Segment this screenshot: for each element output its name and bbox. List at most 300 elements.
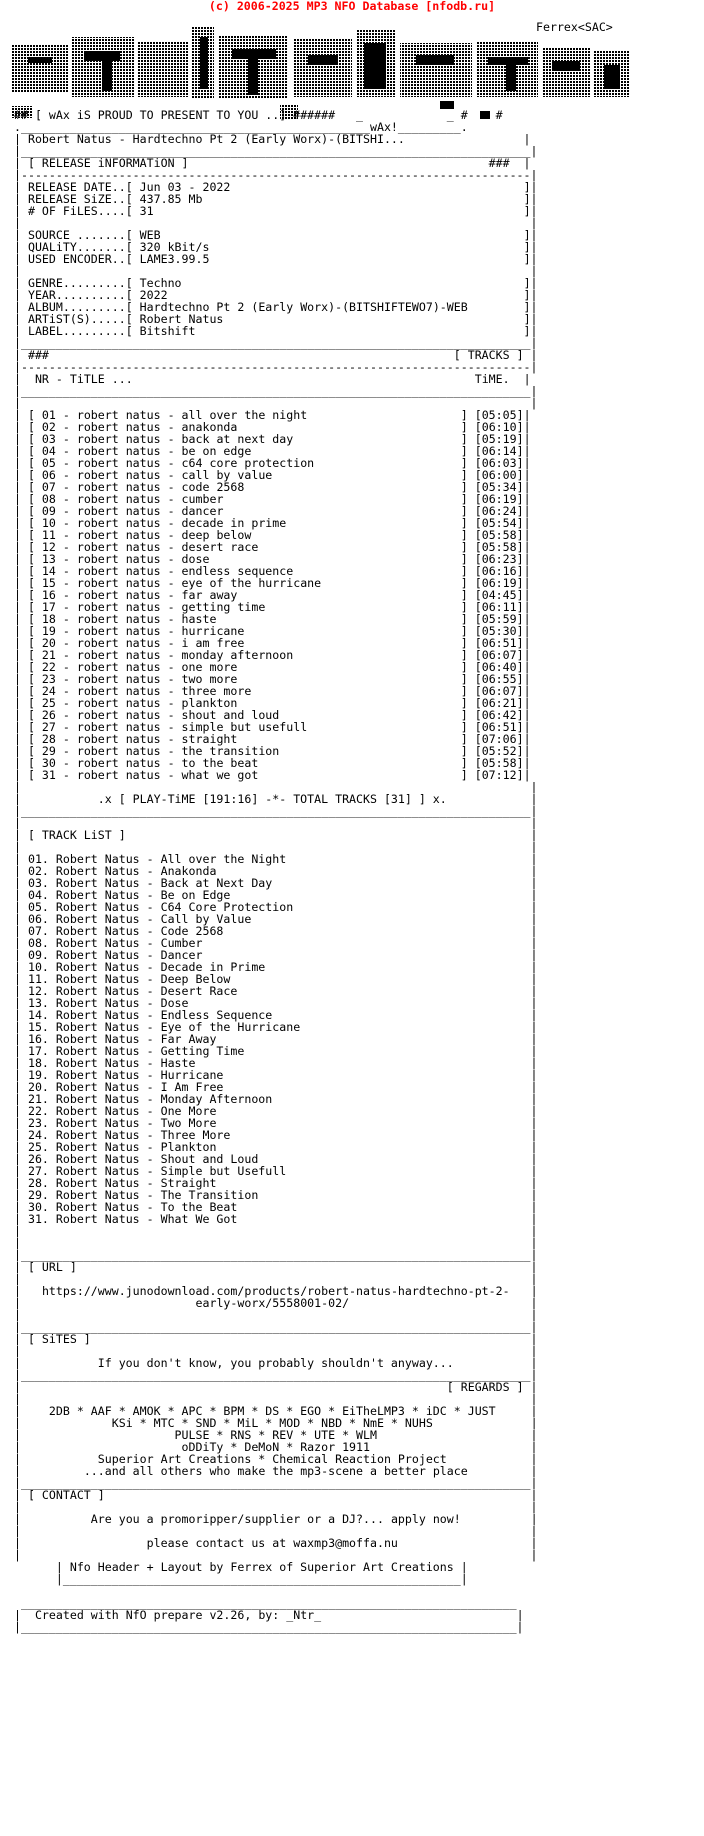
track-title: robert natus - decade in prime — [76, 515, 287, 530]
spacer: | | — [14, 1343, 538, 1358]
spacer — [14, 1585, 538, 1597]
regards-line: | KSi * MTC * SND * MiL * MOD * NBD * NmE * NUHS | — [14, 1415, 538, 1430]
track-time: 05:34 — [481, 479, 517, 494]
spacer: | | — [14, 1271, 538, 1286]
url-line: | https://www.junodownload.com/products/robert-natus-hardtechno-pt-2- | — [14, 1283, 538, 1298]
track-title: robert natus - simple but usefull — [76, 719, 308, 734]
track-title: robert natus - shout and loud — [76, 707, 280, 722]
info-value: Bitshift — [139, 323, 196, 338]
track-list-item: | 03. Robert Natus - Back at Next Day | — [14, 875, 538, 890]
time-header: TiME. — [474, 371, 510, 386]
track-title: robert natus - straight — [76, 731, 238, 746]
track-time: 06:51 — [481, 635, 517, 650]
rule: |_________________________________________________________| — [14, 1571, 468, 1586]
track-row: | [ 24 - robert natus - three more ] [06:07]| — [14, 683, 531, 698]
track-list-item: | 20. Robert Natus - I Am Free | — [14, 1079, 538, 1094]
track-nr: 26 — [41, 707, 56, 722]
contact-heading: | [ CONTACT ] | — [14, 1487, 538, 1502]
release-info-heading: | [ RELEASE iNFORMATiON ] ### | — [14, 155, 531, 170]
track-row: | [ 23 - robert natus - two more ] [06:55]| — [14, 671, 531, 686]
track-list-entry: 20. Robert Natus - I Am Free — [27, 1079, 224, 1094]
playtime-summary: .x [ PLAY-TiME [191:16] -*- TOTAL TRACKS [31] ] x. — [97, 791, 447, 806]
spacer: | | — [14, 815, 538, 830]
track-list-item: | 29. Robert Natus - The Transition | — [14, 1187, 538, 1202]
track-row: | [ 08 - robert natus - cumber ] [06:19]| — [14, 491, 531, 506]
track-list-entry: 12. Robert Natus - Desert Race — [27, 983, 238, 998]
track-list-item: | 15. Robert Natus - Eye of the Hurricane | — [14, 1019, 538, 1034]
track-row: | [ 11 - robert natus - deep below ] [05:58]| — [14, 527, 531, 542]
info-value: WEB — [139, 227, 161, 242]
release-info-row: | GENRE.........[ Techno ]| — [14, 275, 538, 290]
regards-line: | Superior Art Creations * Chemical Reaction Project | — [14, 1451, 538, 1466]
track-title: robert natus - three more — [76, 683, 252, 698]
track-list-item: | 04. Robert Natus - Be on Edge | — [14, 887, 538, 902]
track-row: | [ 29 - robert natus - the transition ] [05:52]| — [14, 743, 531, 758]
contact-heading-text: [ CONTACT ] — [27, 1487, 105, 1502]
rule: |_________________________________________________________________________| — [14, 335, 538, 350]
nr-title-header: NR - TiTLE ... — [34, 371, 133, 386]
info-label: QUALiTY.......[ — [27, 239, 133, 254]
spacer: | | — [14, 395, 538, 410]
track-title: robert natus - monday afternoon — [76, 647, 294, 662]
release-info-row: | RELEASE DATE..[ Jun 03 - 2022 ]| — [14, 179, 538, 194]
spacer: | | — [14, 1547, 538, 1562]
sites-text: If you don't know, you probably shouldn't anyway... — [97, 1355, 454, 1370]
track-list-entry: 28. Robert Natus - Straight — [27, 1175, 217, 1190]
regards-line: | PULSE * RNS * REV * UTE * WLM | — [14, 1427, 538, 1442]
track-list-entry: 18. Robert Natus - Haste — [27, 1055, 196, 1070]
track-time: 06:11 — [481, 599, 517, 614]
track-list-item: | 17. Robert Natus - Getting Time | — [14, 1043, 538, 1058]
track-time: 06:19 — [481, 491, 517, 506]
track-row: | [ 22 - robert natus - one more ] [06:40]| — [14, 659, 531, 674]
track-time: 07:06 — [481, 731, 517, 746]
track-list-entry: 19. Robert Natus - Hurricane — [27, 1067, 224, 1082]
track-list-item: | 18. Robert Natus - Haste | — [14, 1055, 538, 1070]
track-row: | [ 04 - robert natus - be on edge ] [06:14]| — [14, 443, 531, 458]
track-title: robert natus - dose — [76, 551, 210, 566]
regards-text: KSi * MTC * SND * MiL * MOD * NBD * NmE * NUHS — [111, 1415, 433, 1430]
track-row: | [ 16 - robert natus - far away ] [04:45]| — [14, 587, 531, 602]
track-nr: 16 — [41, 587, 56, 602]
track-row: | [ 05 - robert natus - c64 core protection ] [06:03]| — [14, 455, 531, 470]
track-time: 06:21 — [481, 695, 517, 710]
layout-credit: Nfo Header + Layout by Ferrex of Superior Art Creations — [69, 1559, 454, 1574]
track-list-item: | 14. Robert Natus - Endless Sequence | — [14, 1007, 538, 1022]
track-time: 05:52 — [481, 743, 517, 758]
spacer — [14, 25, 538, 37]
rule: |_________________________________________________________________________| — [14, 803, 538, 818]
sites-heading-text: [ SiTES ] — [27, 1331, 91, 1346]
info-value: 320 kBit/s — [139, 239, 210, 254]
track-nr: 17 — [41, 599, 56, 614]
track-list-item: | 16. Robert Natus - Far Away | — [14, 1031, 538, 1046]
track-list-entry: 25. Robert Natus - Plankton — [27, 1139, 217, 1154]
track-row: | [ 30 - robert natus - to the beat ] [05:58]| — [14, 755, 531, 770]
regards-text: ...and all others who make the mp3-scene a better place — [83, 1463, 468, 1478]
release-title: Robert Natus - Hardtechno Pt 2 (Early Worx)-(BITSHI... — [27, 131, 405, 146]
track-title: robert natus - dancer — [76, 503, 224, 518]
track-time: 05:58 — [481, 539, 517, 554]
info-value: LAME3.99.5 — [139, 251, 210, 266]
track-list-entry: 30. Robert Natus - To the Beat — [27, 1199, 238, 1214]
present-text: [ wAx iS PROUD TO PRESENT TO YOU ..] — [34, 107, 287, 122]
regards-text: Superior Art Creations * Chemical Reaction Project — [97, 1451, 447, 1466]
track-title: robert natus - i am free — [76, 635, 245, 650]
track-list-entry: 21. Robert Natus - Monday Afternoon — [27, 1091, 273, 1106]
track-nr: 09 — [41, 503, 56, 518]
track-title: robert natus - eye of the hurricane — [76, 575, 322, 590]
track-time: 06:19 — [481, 575, 517, 590]
track-nr: 02 — [41, 419, 56, 434]
track-title: robert natus - haste — [76, 611, 217, 626]
track-row: | [ 06 - robert natus - call by value ] [06:00]| — [14, 467, 531, 482]
sites-line: | If you don't know, you probably shouldn't anyway... | — [14, 1355, 538, 1370]
release-info-row: | QUALiTY.......[ 320 kBit/s ]| — [14, 239, 538, 254]
spacer — [14, 49, 538, 61]
track-time: 06:07 — [481, 683, 517, 698]
track-list-item: | 19. Robert Natus - Hurricane | — [14, 1067, 538, 1082]
tag-line: .__________________________________________________wAx!_________. — [14, 119, 468, 134]
regards-text: 2DB * AAF * AMOK * APC * BPM * DS * EGO * EiTheLMP3 * iDC * JUST — [48, 1403, 496, 1418]
track-list-entry: 24. Robert Natus - Three More — [27, 1127, 231, 1142]
track-nr: 19 — [41, 623, 56, 638]
track-row: | [ 01 - robert natus - all over the night ] [05:05]| — [14, 407, 531, 422]
track-list-heading-text: [ TRACK LiST ] — [27, 827, 126, 842]
release-info-heading-text: [ RELEASE iNFORMATiON ] — [27, 155, 189, 170]
track-nr: 10 — [41, 515, 56, 530]
spacer: | | — [14, 1223, 538, 1238]
rule: |-------------------------------------------------------------------------| — [14, 359, 538, 374]
track-list-item: | 09. Robert Natus - Dancer | — [14, 947, 538, 962]
logo-artist-credit: Ferrex<SAC> — [536, 20, 613, 34]
regards-line: | ...and all others who make the mp3-scene a better place | — [14, 1463, 538, 1478]
spacer — [14, 85, 538, 97]
track-list-entry: 26. Robert Natus - Shout and Loud — [27, 1151, 259, 1166]
track-nr: 29 — [41, 743, 56, 758]
track-time: 06:10 — [481, 419, 517, 434]
track-list-item: | 26. Robert Natus - Shout and Loud | — [14, 1151, 538, 1166]
track-row: | [ 21 - robert natus - monday afternoon ] [06:07]| — [14, 647, 531, 662]
spacer: | | — [14, 779, 538, 794]
track-row: | [ 12 - robert natus - desert race ] [05:58]| — [14, 539, 531, 554]
track-title: robert natus - call by value — [76, 467, 273, 482]
track-row: | [ 19 - robert natus - hurricane ] [05:30]| — [14, 623, 531, 638]
url-heading-text: [ URL ] — [27, 1259, 77, 1274]
group-tag: wAx! — [369, 119, 398, 134]
track-title: robert natus - the transition — [76, 743, 280, 758]
track-list-entry: 06. Robert Natus - Call by Value — [27, 911, 252, 926]
regards-line: | 2DB * AAF * AMOK * APC * BPM * DS * EGO * EiTheLMP3 * iDC * JUST | — [14, 1403, 538, 1418]
track-time: 04:45 — [481, 587, 517, 602]
info-label: USED ENCODER..[ — [27, 251, 133, 266]
regards-text: oDDiTy * DeMoN * Razor 1911 — [181, 1439, 370, 1454]
track-nr: 25 — [41, 695, 56, 710]
track-time: 06:51 — [481, 719, 517, 734]
track-nr: 11 — [41, 527, 56, 542]
sites-heading: | [ SiTES ] | — [14, 1331, 538, 1346]
track-title: robert natus - anakonda — [76, 419, 238, 434]
spacer — [14, 73, 538, 85]
track-list-entry: 07. Robert Natus - Code 2568 — [27, 923, 224, 938]
track-list-entry: 04. Robert Natus - Be on Edge — [27, 887, 231, 902]
release-info-row: | LABEL.........[ Bitshift ]| — [14, 323, 538, 338]
track-row: | [ 03 - robert natus - back at next day ] [05:19]| — [14, 431, 531, 446]
track-row: | [ 27 - robert natus - simple but usefull ] [06:51]| — [14, 719, 531, 734]
release-title-line: | Robert Natus - Hardtechno Pt 2 (Early Worx)-(BITSHI... | — [14, 131, 531, 146]
track-nr: 08 — [41, 491, 56, 506]
track-title: robert natus - code 2568 — [76, 479, 245, 494]
track-nr: 03 — [41, 431, 56, 446]
rule: |_________________________________________________________________________| — [14, 1247, 538, 1262]
track-list-item: | 27. Robert Natus - Simple but Usefull | — [14, 1163, 538, 1178]
track-time: 06:00 — [481, 467, 517, 482]
track-nr: 24 — [41, 683, 56, 698]
track-row: | [ 09 - robert natus - dancer ] [06:24]| — [14, 503, 531, 518]
track-list-item: | 25. Robert Natus - Plankton | — [14, 1139, 538, 1154]
rule: |_________________________________________________________________________| — [14, 1367, 538, 1382]
track-title: robert natus - deep below — [76, 527, 252, 542]
track-list-item: | 06. Robert Natus - Call by Value | — [14, 911, 538, 926]
track-title: robert natus - endless sequence — [76, 563, 294, 578]
track-row: | [ 14 - robert natus - endless sequence ] [06:16]| — [14, 563, 531, 578]
track-nr: 04 — [41, 443, 56, 458]
release-info-row: | RELEASE SiZE..[ 437.85 Mb ]| — [14, 191, 538, 206]
contact-text: please contact us at waxmp3@moffa.nu — [146, 1535, 398, 1550]
track-title: robert natus - to the beat — [76, 755, 259, 770]
track-list-item: | 23. Robert Natus - Two More | — [14, 1115, 538, 1130]
info-label: RELEASE SiZE..[ — [27, 191, 133, 206]
track-list-entry: 11. Robert Natus - Deep Below — [27, 971, 231, 986]
info-value: 31 — [139, 203, 154, 218]
info-value: Robert Natus — [139, 311, 224, 326]
track-nr: 22 — [41, 659, 56, 674]
info-label: ARTiST(S).....[ — [27, 311, 133, 326]
track-list-entry: 29. Robert Natus - The Transition — [27, 1187, 259, 1202]
track-nr: 12 — [41, 539, 56, 554]
nfo-document — [14, 25, 538, 1633]
spacer: | | — [14, 1235, 538, 1250]
rule: |_________________________________________________________________________| — [14, 1319, 538, 1334]
track-title: robert natus - one more — [76, 659, 238, 674]
track-time: 06:23 — [481, 551, 517, 566]
info-label: GENRE.........[ — [27, 275, 133, 290]
track-title: robert natus - getting time — [76, 599, 266, 614]
track-list-item: | 22. Robert Natus - One More | — [14, 1103, 538, 1118]
track-nr: 14 — [41, 563, 56, 578]
track-row: | [ 20 - robert natus - i am free ] [06:51]| — [14, 635, 531, 650]
track-columns: | NR - TiTLE ... TiME. | — [14, 371, 531, 386]
contact-text: Are you a promoripper/supplier or a DJ?... apply now! — [90, 1511, 461, 1526]
track-list-item: | 08. Robert Natus - Cumber | — [14, 935, 538, 950]
track-list-entry: 14. Robert Natus - Endless Sequence — [27, 1007, 273, 1022]
track-list-item: | 07. Robert Natus - Code 2568 | — [14, 923, 538, 938]
track-nr: 23 — [41, 671, 56, 686]
rule: |_________________________________________________________________________| — [14, 143, 538, 158]
track-nr: 05 — [41, 455, 56, 470]
track-title: robert natus - cumber — [76, 491, 224, 506]
regards-heading-text: [ REGARDS ] — [446, 1379, 524, 1394]
track-row: | [ 18 - robert natus - haste ] [05:59]| — [14, 611, 531, 626]
track-list-entry: 16. Robert Natus - Far Away — [27, 1031, 217, 1046]
track-nr: 07 — [41, 479, 56, 494]
spacer: | | — [14, 839, 538, 854]
track-title: robert natus - hurricane — [76, 623, 245, 638]
track-list-entry: 05. Robert Natus - C64 Core Protection — [27, 899, 294, 914]
track-time: 05:30 — [481, 623, 517, 638]
info-label: RELEASE DATE..[ — [27, 179, 133, 194]
contact-line: | please contact us at waxmp3@moffa.nu | — [14, 1535, 538, 1550]
track-time: 06:14 — [481, 443, 517, 458]
info-value: Hardtechno Pt 2 (Early Worx)-(BITSHIFTEWO7)-WEB — [139, 299, 468, 314]
track-nr: 15 — [41, 575, 56, 590]
track-title: robert natus - be on edge — [76, 443, 252, 458]
track-nr: 20 — [41, 635, 56, 650]
track-title: robert natus - desert race — [76, 539, 259, 554]
spacer: | | — [14, 1307, 538, 1322]
spacer: | | — [14, 1523, 538, 1538]
info-label: LABEL.........[ — [27, 323, 133, 338]
rule: _______________________________________________________________________ — [14, 1595, 517, 1610]
contact-line: | Are you a promoripper/supplier or a DJ?... apply now! | — [14, 1511, 538, 1526]
track-list-entry: 01. Robert Natus - All over the Night — [27, 851, 287, 866]
regards-heading: | [ REGARDS ] | — [14, 1379, 538, 1394]
track-time: 05:05 — [481, 407, 517, 422]
track-title: robert natus - plankton — [76, 695, 238, 710]
track-time: 06:40 — [481, 659, 517, 674]
track-nr: 30 — [41, 755, 56, 770]
track-row: | [ 02 - robert natus - anakonda ] [06:10]| — [14, 419, 531, 434]
track-time: 05:59 — [481, 611, 517, 626]
release-info-row: | YEAR..........[ 2022 ]| — [14, 287, 538, 302]
track-nr: 21 — [41, 647, 56, 662]
tracks-heading-text: [ TRACKS ] — [453, 347, 524, 362]
track-time: 06:42 — [481, 707, 517, 722]
release-info-row: | ALBUM.........[ Hardtechno Pt 2 (Early Worx)-(BITSHIFTEWO7)-WEB ]| — [14, 299, 538, 314]
spacer: | | — [14, 1391, 538, 1406]
info-blank: | | — [14, 263, 538, 278]
release-info-row: | ARTiST(S).....[ Robert Natus ]| — [14, 311, 538, 326]
track-nr: 27 — [41, 719, 56, 734]
spacer — [14, 61, 538, 73]
track-list-entry: 23. Robert Natus - Two More — [27, 1115, 217, 1130]
info-blank: | | — [14, 215, 538, 230]
track-list-item: | 10. Robert Natus - Decade in Prime | — [14, 959, 538, 974]
info-label: # OF FiLES....[ — [27, 203, 133, 218]
track-row: | [ 13 - robert natus - dose ] [06:23]| — [14, 551, 531, 566]
track-list-entry: 31. Robert Natus - What We Got — [27, 1211, 238, 1226]
track-nr: 28 — [41, 731, 56, 746]
release-info-row: | # OF FiLES....[ 31 ]| — [14, 203, 538, 218]
url-heading: | [ URL ] | — [14, 1259, 538, 1274]
track-list-entry: 13. Robert Natus - Dose — [27, 995, 189, 1010]
track-list-entry: 15. Robert Natus - Eye of the Hurricane — [27, 1019, 301, 1034]
info-label: YEAR..........[ — [27, 287, 133, 302]
info-label: ALBUM.........[ — [27, 299, 133, 314]
track-list-item: | 12. Robert Natus - Desert Race | — [14, 983, 538, 998]
track-time: 05:19 — [481, 431, 517, 446]
rule: |_________________________________________________________________________| — [14, 1475, 538, 1490]
track-nr: 01 — [41, 407, 56, 422]
created-with-line: | Created with NfO prepare v2.26, by: _Ntr_ | — [14, 1607, 524, 1622]
rule: |_______________________________________________________________________| — [14, 1619, 524, 1634]
track-nr: 06 — [41, 467, 56, 482]
release-url: https://www.junodownload.com/products/robert-natus-hardtechno-pt-2- — [41, 1283, 510, 1298]
track-time: 06:07 — [481, 647, 517, 662]
track-nr: 13 — [41, 551, 56, 566]
track-time: 06:24 — [481, 503, 517, 518]
site-credit: (c) 2006-2025 MP3 NFO Database [nfodb.ru] — [208, 0, 496, 13]
playtime-line: | .x [ PLAY-TiME [191:16] -*- TOTAL TRACKS [31] ] x. | — [14, 791, 538, 806]
track-row: | [ 10 - robert natus - decade in prime ] [05:54]| — [14, 515, 531, 530]
track-list-item: | 01. Robert Natus - All over the Night | — [14, 851, 538, 866]
track-row: | [ 28 - robert natus - straight ] [07:06]| — [14, 731, 531, 746]
track-title: robert natus - what we got — [76, 767, 259, 782]
track-list-item: | 28. Robert Natus - Straight | — [14, 1175, 538, 1190]
present-line: ## [ wAx iS PROUD TO PRESENT TO YOU ..] ###### _ _ # # — [14, 107, 503, 122]
track-nr: 18 — [41, 611, 56, 626]
release-url: early-worx/5558001-02/ — [195, 1295, 350, 1310]
layout-credit-line: | Nfo Header + Layout by Ferrex of Superior Art Creations | — [14, 1559, 468, 1574]
info-value: 2022 — [139, 287, 168, 302]
info-value: Jun 03 - 2022 — [139, 179, 231, 194]
track-list-item: | 31. Robert Natus - What We Got | — [14, 1211, 538, 1226]
url-line: | early-worx/5558001-02/ | — [14, 1295, 538, 1310]
track-title: robert natus - all over the night — [76, 407, 308, 422]
track-title: robert natus - two more — [76, 671, 238, 686]
track-list-entry: 27. Robert Natus - Simple but Usefull — [27, 1163, 287, 1178]
info-value: 437.85 Mb — [139, 191, 203, 206]
track-list-entry: 03. Robert Natus - Back at Next Day — [27, 875, 273, 890]
track-list-entry: 17. Robert Natus - Getting Time — [27, 1043, 245, 1058]
track-time: 06:16 — [481, 563, 517, 578]
track-title: robert natus - c64 core protection — [76, 455, 315, 470]
track-time: 05:58 — [481, 755, 517, 770]
track-row: | [ 07 - robert natus - code 2568 ] [05:34]| — [14, 479, 531, 494]
track-title: robert natus - far away — [76, 587, 238, 602]
spacer — [14, 37, 538, 49]
track-row: | [ 26 - robert natus - shout and loud ] [06:42]| — [14, 707, 531, 722]
info-label: SOURCE .......[ — [27, 227, 133, 242]
release-info-row: | USED ENCODER..[ LAME3.99.5 ]| — [14, 251, 538, 266]
info-value: Techno — [139, 275, 182, 290]
created-with: Created with NfO prepare v2.26, by: _Ntr_ — [34, 1607, 322, 1622]
track-time: 05:58 — [481, 527, 517, 542]
track-list-item: | 30. Robert Natus - To the Beat | — [14, 1199, 538, 1214]
track-list-heading: | [ TRACK LiST ] | — [14, 827, 538, 842]
track-time: 07:12 — [481, 767, 517, 782]
rule: |-------------------------------------------------------------------------| — [14, 167, 538, 182]
track-list-entry: 08. Robert Natus - Cumber — [27, 935, 203, 950]
spacer: | | — [14, 1499, 538, 1514]
track-list-entry: 02. Robert Natus - Anakonda — [27, 863, 217, 878]
regards-text: PULSE * RNS * REV * UTE * WLM — [174, 1427, 377, 1442]
track-list-item: | 13. Robert Natus - Dose | — [14, 995, 538, 1010]
track-list-entry: 22. Robert Natus - One More — [27, 1103, 217, 1118]
tracks-heading: | ### [ TRACKS ] | — [14, 347, 538, 362]
track-row: | [ 17 - robert natus - getting time ] [06:11]| — [14, 599, 531, 614]
track-list-item: | 21. Robert Natus - Monday Afternoon | — [14, 1091, 538, 1106]
track-row: | [ 25 - robert natus - plankton ] [06:21]| — [14, 695, 531, 710]
track-time: 06:55 — [481, 671, 517, 686]
track-time: 05:54 — [481, 515, 517, 530]
track-list-entry: 09. Robert Natus - Dancer — [27, 947, 203, 962]
track-list-item: | 11. Robert Natus - Deep Below | — [14, 971, 538, 986]
track-list-entry: 10. Robert Natus - Decade in Prime — [27, 959, 266, 974]
track-list-item: | 02. Robert Natus - Anakonda | — [14, 863, 538, 878]
track-title: robert natus - back at next day — [76, 431, 294, 446]
rule: |_________________________________________________________________________| — [14, 383, 538, 398]
